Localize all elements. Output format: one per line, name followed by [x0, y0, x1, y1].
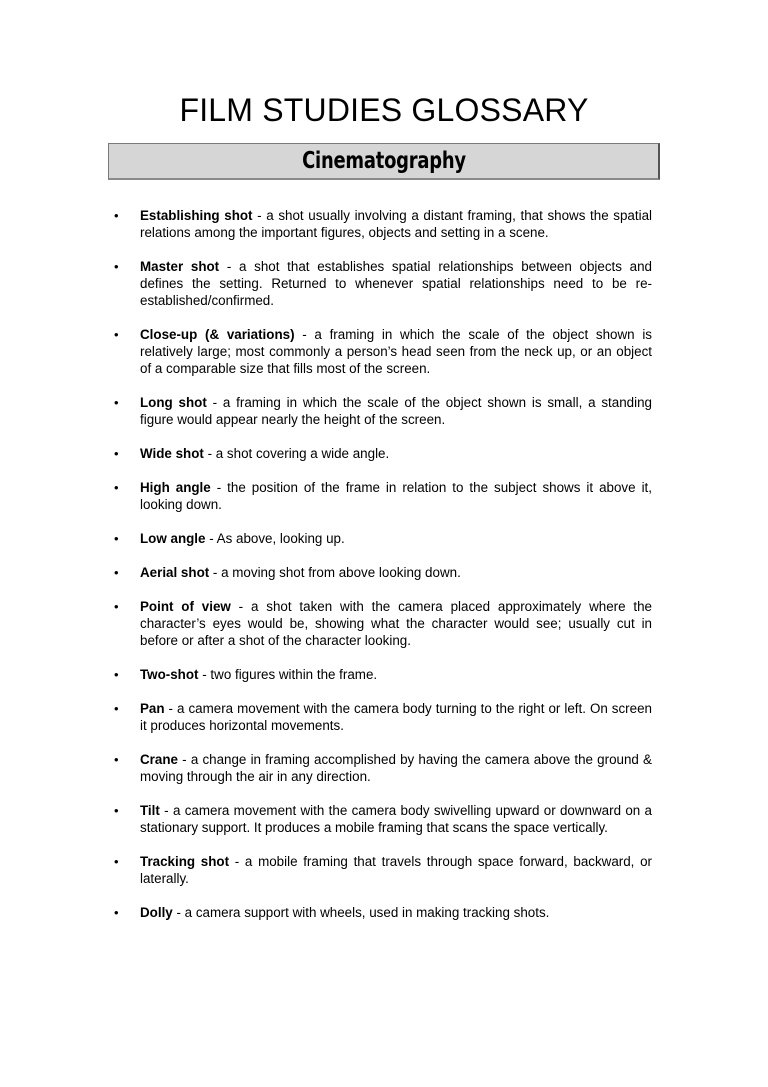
glossary-definition: a mobile framing that travels through space forward, backward, or laterally. — [140, 854, 653, 886]
glossary-definition: a change in framing accomplished by having the camera above the ground & moving through the air in any direction. — [140, 752, 652, 784]
section-header-box — [108, 143, 660, 180]
page-title: FILM STUDIES GLOSSARY — [179, 92, 589, 128]
glossary-term: Long shot — [140, 395, 207, 410]
glossary-term: Establishing shot — [140, 208, 253, 223]
term-separator: - — [230, 599, 251, 614]
glossary-definition: a camera movement with the camera body turning to the right or left. On screen it produces horizontal movements. — [140, 701, 652, 733]
bullet-icon: • — [114, 701, 119, 716]
bullet-icon: • — [114, 667, 119, 682]
glossary-definition: the position of the frame in relation to the subject shows it above it, looking down. — [140, 480, 652, 512]
glossary-term: Pan — [140, 701, 165, 716]
glossary-entry-aerial-shot — [0, 564, 652, 581]
glossary-term: Aerial shot — [140, 565, 210, 580]
glossary-entry-wide-shot — [0, 445, 652, 462]
glossary-term: Two-shot — [140, 667, 199, 682]
term-separator: - — [203, 446, 216, 461]
glossary-entry-tracking-shot — [0, 853, 652, 887]
glossary-term: Master shot — [140, 259, 220, 274]
glossary-definition: As above, looking up. — [216, 531, 345, 546]
term-separator: - — [164, 701, 178, 716]
bullet-icon: • — [114, 208, 119, 223]
glossary-definition: two figures within the frame. — [210, 667, 378, 682]
glossary-entry-pan — [0, 700, 652, 734]
glossary-term: Tracking shot — [140, 854, 230, 869]
term-separator: - — [252, 208, 267, 223]
bullet-icon: • — [114, 565, 119, 580]
glossary-list — [0, 207, 768, 938]
glossary-entry-high-angle — [0, 479, 652, 513]
bullet-icon: • — [114, 446, 119, 461]
glossary-definition: a shot taken with the camera placed approximately where the character’s eyes would be, showing what the character would see; usually cut in before or after a shot of the character looking. — [140, 599, 652, 648]
glossary-entry-establishing-shot — [0, 207, 652, 241]
glossary-definition: a camera movement with the camera body swivelling upward or downward on a stationary support. It produces a mobile framing that scans the space vertically. — [140, 803, 652, 835]
glossary-term: Crane — [140, 752, 178, 767]
bullet-icon: • — [114, 905, 119, 920]
bullet-icon: • — [114, 327, 119, 342]
glossary-entry-long-shot — [0, 394, 652, 428]
glossary-term: Low angle — [140, 531, 206, 546]
bullet-icon: • — [114, 854, 119, 869]
term-separator: - — [209, 565, 222, 580]
glossary-term: Point of view — [140, 599, 231, 614]
term-separator: - — [198, 667, 211, 682]
term-separator: - — [206, 395, 223, 410]
term-separator: - — [159, 803, 173, 818]
term-separator: - — [205, 531, 217, 546]
bullet-icon: • — [114, 480, 119, 495]
bullet-icon: • — [114, 599, 119, 614]
glossary-term: High angle — [140, 480, 211, 495]
glossary-entry-point-of-view — [0, 598, 652, 649]
bullet-icon: • — [114, 803, 119, 818]
term-separator: - — [210, 480, 228, 495]
glossary-definition: a shot that establishes spatial relationships between objects and defines the setting. Returned to whenever spatial relationships need to be re-established/confirmed. — [140, 259, 652, 308]
glossary-entry-dolly — [0, 904, 652, 921]
glossary-entry-master-shot — [0, 258, 652, 309]
glossary-definition: a framing in which the scale of the object shown is small, a standing figure would appear nearly the height of the screen. — [140, 395, 652, 427]
bullet-icon: • — [114, 395, 119, 410]
term-separator: - — [294, 327, 315, 342]
section-heading: Cinematography — [301, 148, 466, 174]
glossary-entry-crane — [0, 751, 652, 785]
term-separator: - — [177, 752, 191, 767]
glossary-entry-low-angle — [0, 530, 652, 547]
term-separator: - — [172, 905, 185, 920]
glossary-entry-two-shot — [0, 666, 652, 683]
glossary-term: Wide shot — [140, 446, 204, 461]
glossary-entry-close-up — [0, 326, 652, 377]
bullet-icon: • — [114, 752, 119, 767]
glossary-entry-tilt — [0, 802, 652, 836]
bullet-icon: • — [114, 259, 119, 274]
term-separator: - — [219, 259, 240, 274]
glossary-term: Dolly — [140, 905, 173, 920]
glossary-definition: a shot covering a wide angle. — [215, 446, 390, 461]
glossary-definition: a shot usually involving a distant framing, that shows the spatial relations among the important figures, objects and setting in a scene. — [140, 208, 652, 240]
term-separator: - — [229, 854, 245, 869]
glossary-term: Tilt — [140, 803, 160, 818]
glossary-definition: a framing in which the scale of the object shown is relatively large; most commonly a person’s head seen from the neck up, or an object of a comparable size that fills most of the screen. — [140, 327, 652, 376]
glossary-definition: a camera support with wheels, used in making tracking shots. — [184, 905, 550, 920]
glossary-term: Close-up (& variations) — [140, 327, 295, 342]
bullet-icon: • — [114, 531, 119, 546]
glossary-definition: a moving shot from above looking down. — [221, 565, 461, 580]
